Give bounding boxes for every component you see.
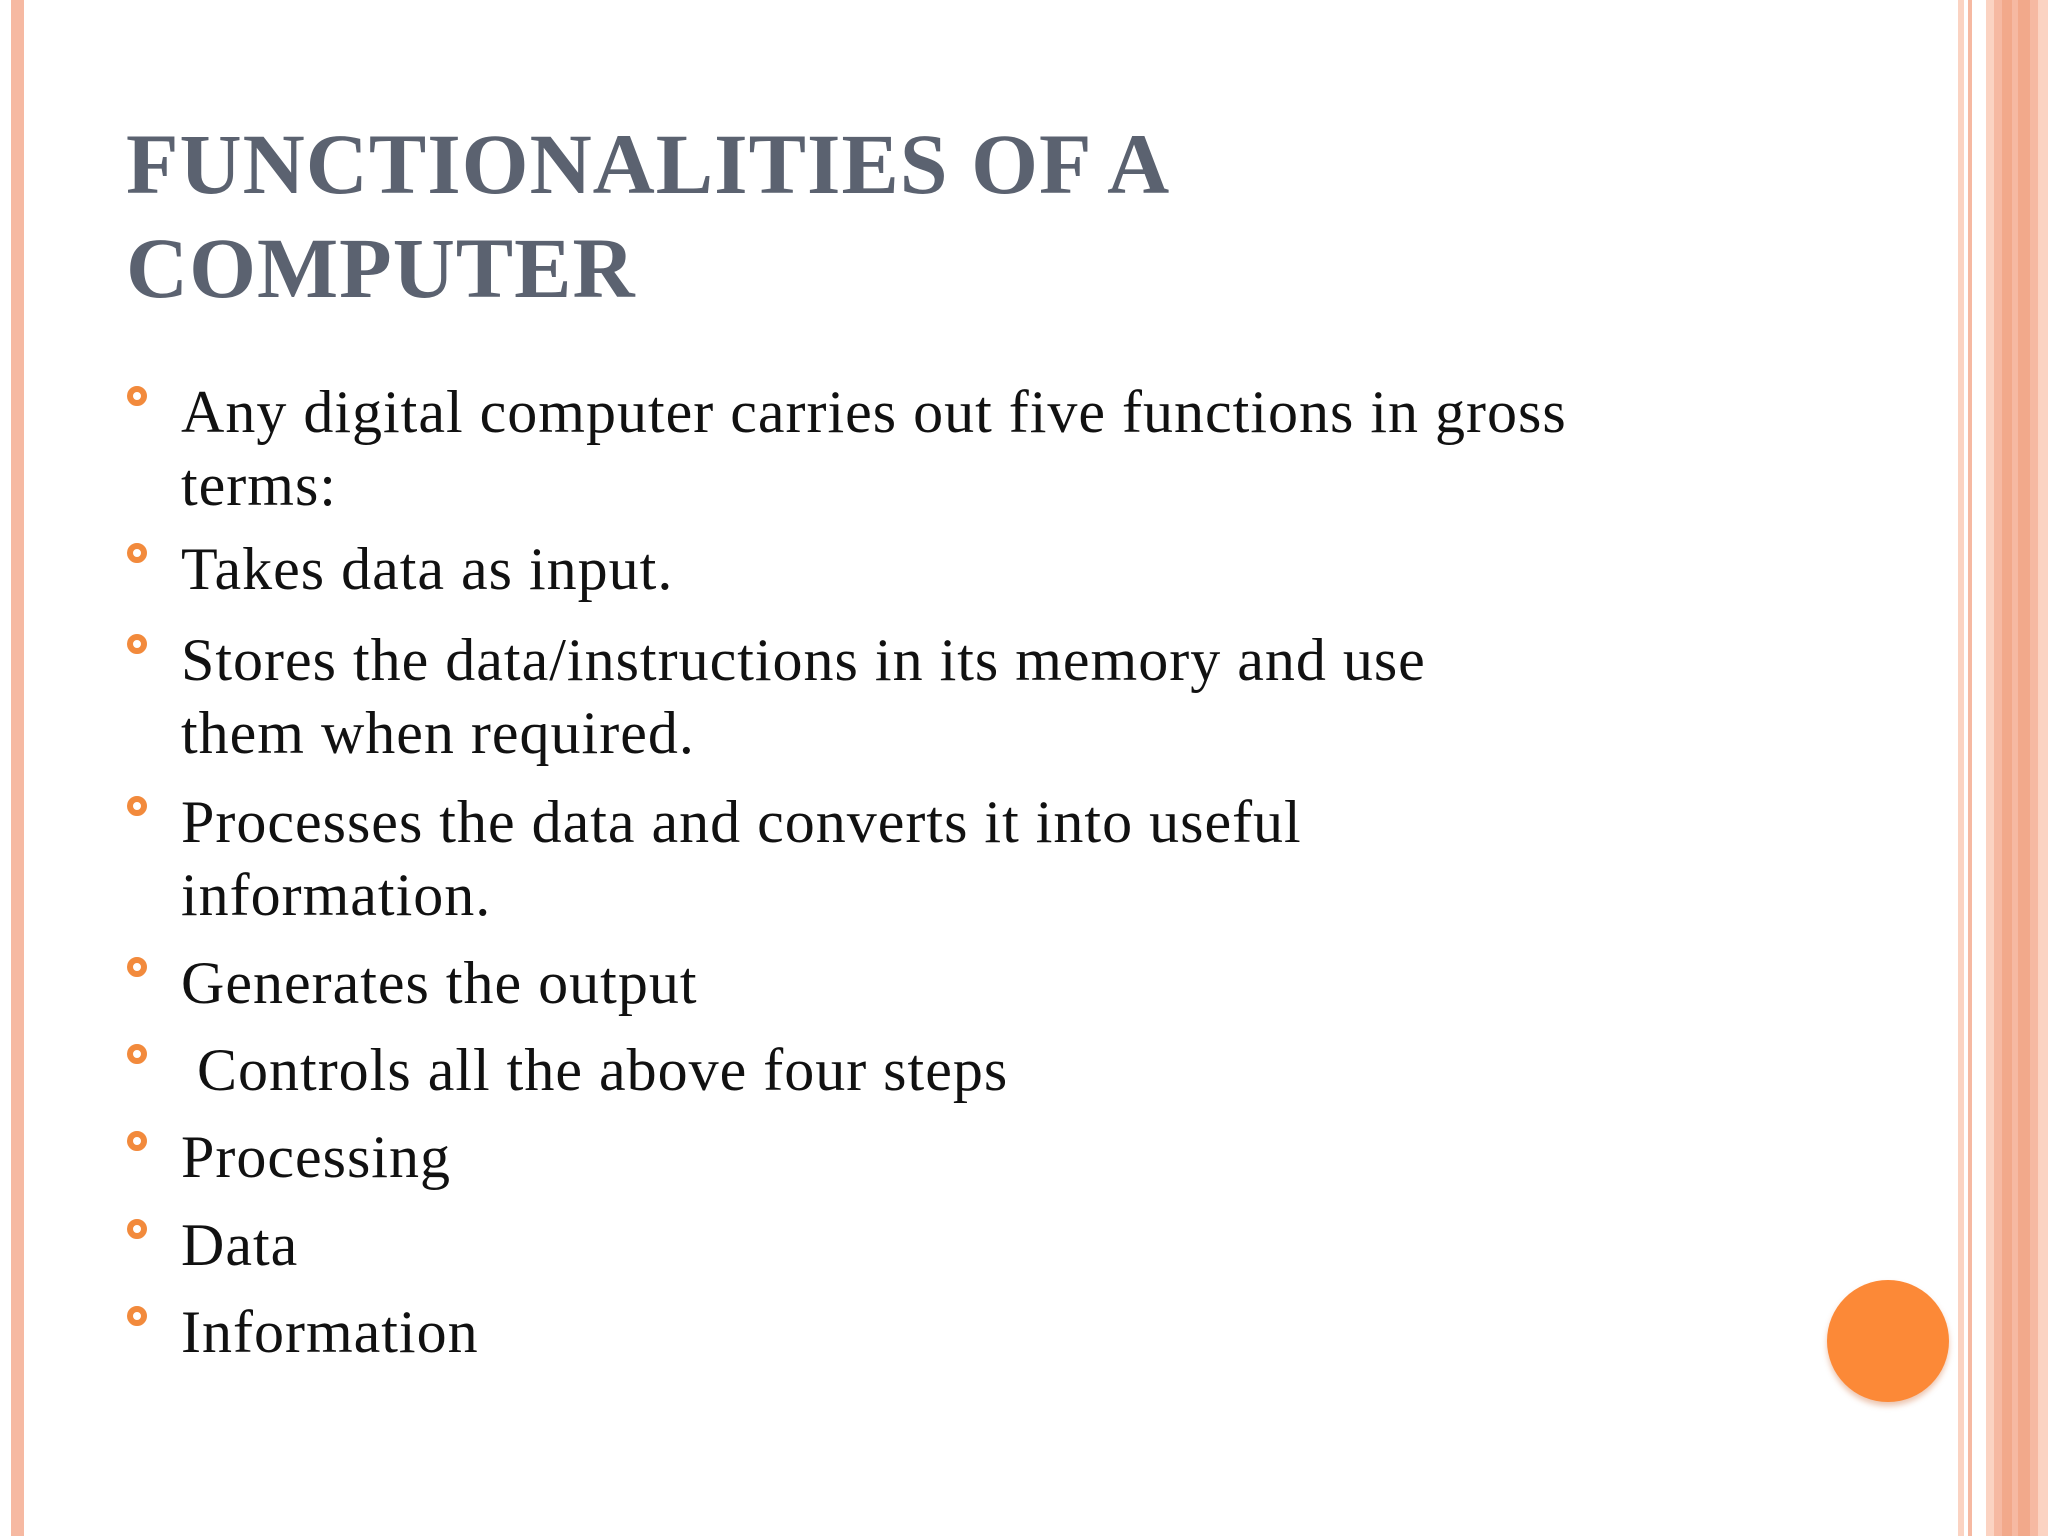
hollow-circle-icon	[127, 634, 147, 654]
bullet-text: Stores the data/instructions in its memory and use them when required.	[181, 627, 1426, 766]
slide-title	[126, 112, 1626, 320]
bullet-text: Information	[181, 1299, 479, 1365]
bullet-text: Processing	[181, 1124, 451, 1190]
bullet-text: Any digital computer carries out five functions in gross terms:	[181, 379, 1567, 518]
bullet-text: Processes the data and converts it into useful information.	[181, 789, 1302, 928]
hollow-circle-icon	[127, 1131, 147, 1151]
hollow-circle-icon	[127, 1044, 147, 1064]
hollow-circle-icon	[127, 796, 147, 816]
bullet-text: Controls all the above four steps	[181, 1037, 1009, 1103]
bullet-text: Data	[181, 1212, 299, 1278]
hollow-circle-icon	[127, 1219, 147, 1239]
right-decorative-frame	[1958, 0, 2048, 1536]
frame-stripe	[1994, 0, 2002, 1536]
hollow-circle-icon	[127, 1306, 147, 1326]
title-line: COMPUTER	[126, 220, 636, 316]
filled-circle-icon	[1827, 1280, 1949, 1402]
frame-stripe	[2002, 0, 2012, 1536]
hollow-circle-icon	[127, 386, 147, 406]
frame-stripe	[1986, 0, 1994, 1536]
frame-stripe	[2038, 0, 2048, 1536]
bullet-text: Takes data as input.	[181, 536, 674, 602]
frame-stripe	[2030, 0, 2038, 1536]
frame-stripe	[1972, 0, 1986, 1536]
hollow-circle-icon	[127, 957, 147, 977]
hollow-circle-icon	[127, 543, 147, 563]
title-line: FUNCTIONALITIES OF A	[126, 116, 1171, 212]
bullet-text: Generates the output	[181, 950, 698, 1016]
left-accent-bar	[11, 0, 24, 1536]
frame-stripe	[2018, 0, 2030, 1536]
